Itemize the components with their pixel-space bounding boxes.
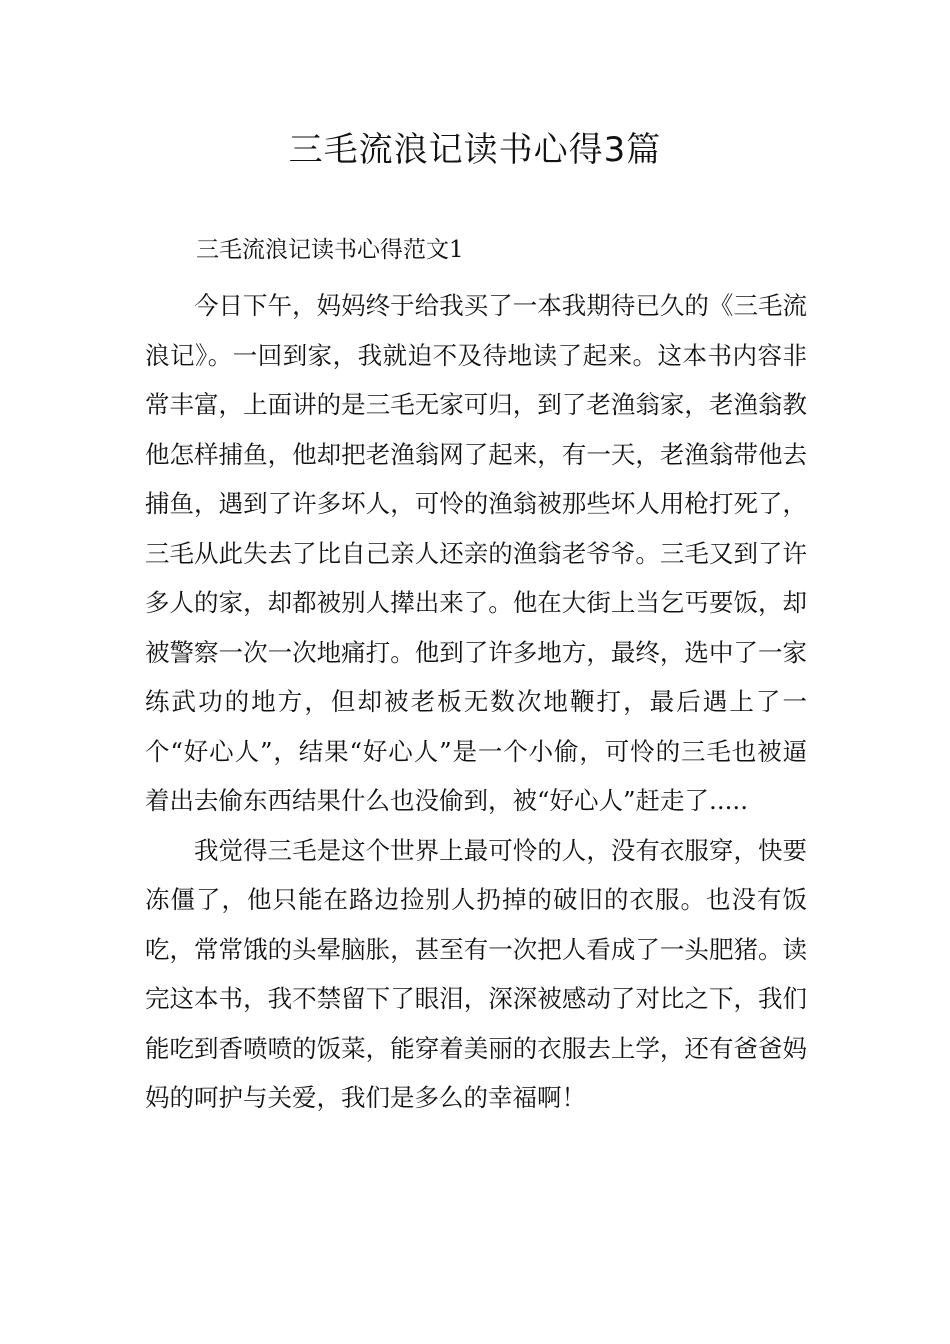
document-title: 三毛流浪记读书心得3篇	[288, 130, 662, 170]
document-body	[145, 281, 807, 1123]
paragraph-2: 我觉得三毛是这个世界上最可怜的人，没有衣服穿，快要冻僵了，他只能在路边捡别人扔掉的破旧的衣服。也没有饭吃，常常饿的头晕脑胀，甚至有一次把人看成了一头肥猪。读完这本书，我不禁留下了眼泪，深深被感动了对比之下，我们能吃到香喷喷的饭菜，能穿着美丽的衣服去上学，还有爸爸妈妈的呵护与关爱，我们是多么的幸福啊！	[145, 835, 807, 1112]
paragraph-1: 今日下午，妈妈终于给我买了一本我期待已久的《三毛流浪记》。一回到家，我就迫不及待地读了起来。这本书内容非常丰富，上面讲的是三毛无家可归，到了老渔翁家，老渔翁教他怎样捕鱼，他却把老渔翁网了起来，有一天，老渔翁带他去捕鱼，遇到了许多坏人，可怜的渔翁被那些坏人用枪打死了，三毛从此失去了比自己亲人还亲的渔翁老爷爷。三毛又到了许多人的家，却都被别人撵出来了。他在大街上当乞丐要饭，却被警察一次一次地痛打。他到了许多地方，最终，选中了一家练武功的地方，但却被老板无数次地鞭打，最后遇上了一个“好心人”，结果“好心人”是一个小偷，可怜的三毛也被逼着出去偷东西结果什么也没偷到，被“好心人”赶走了.....	[145, 291, 807, 815]
section-title: 三毛流浪记读书心得范文1	[196, 237, 464, 263]
